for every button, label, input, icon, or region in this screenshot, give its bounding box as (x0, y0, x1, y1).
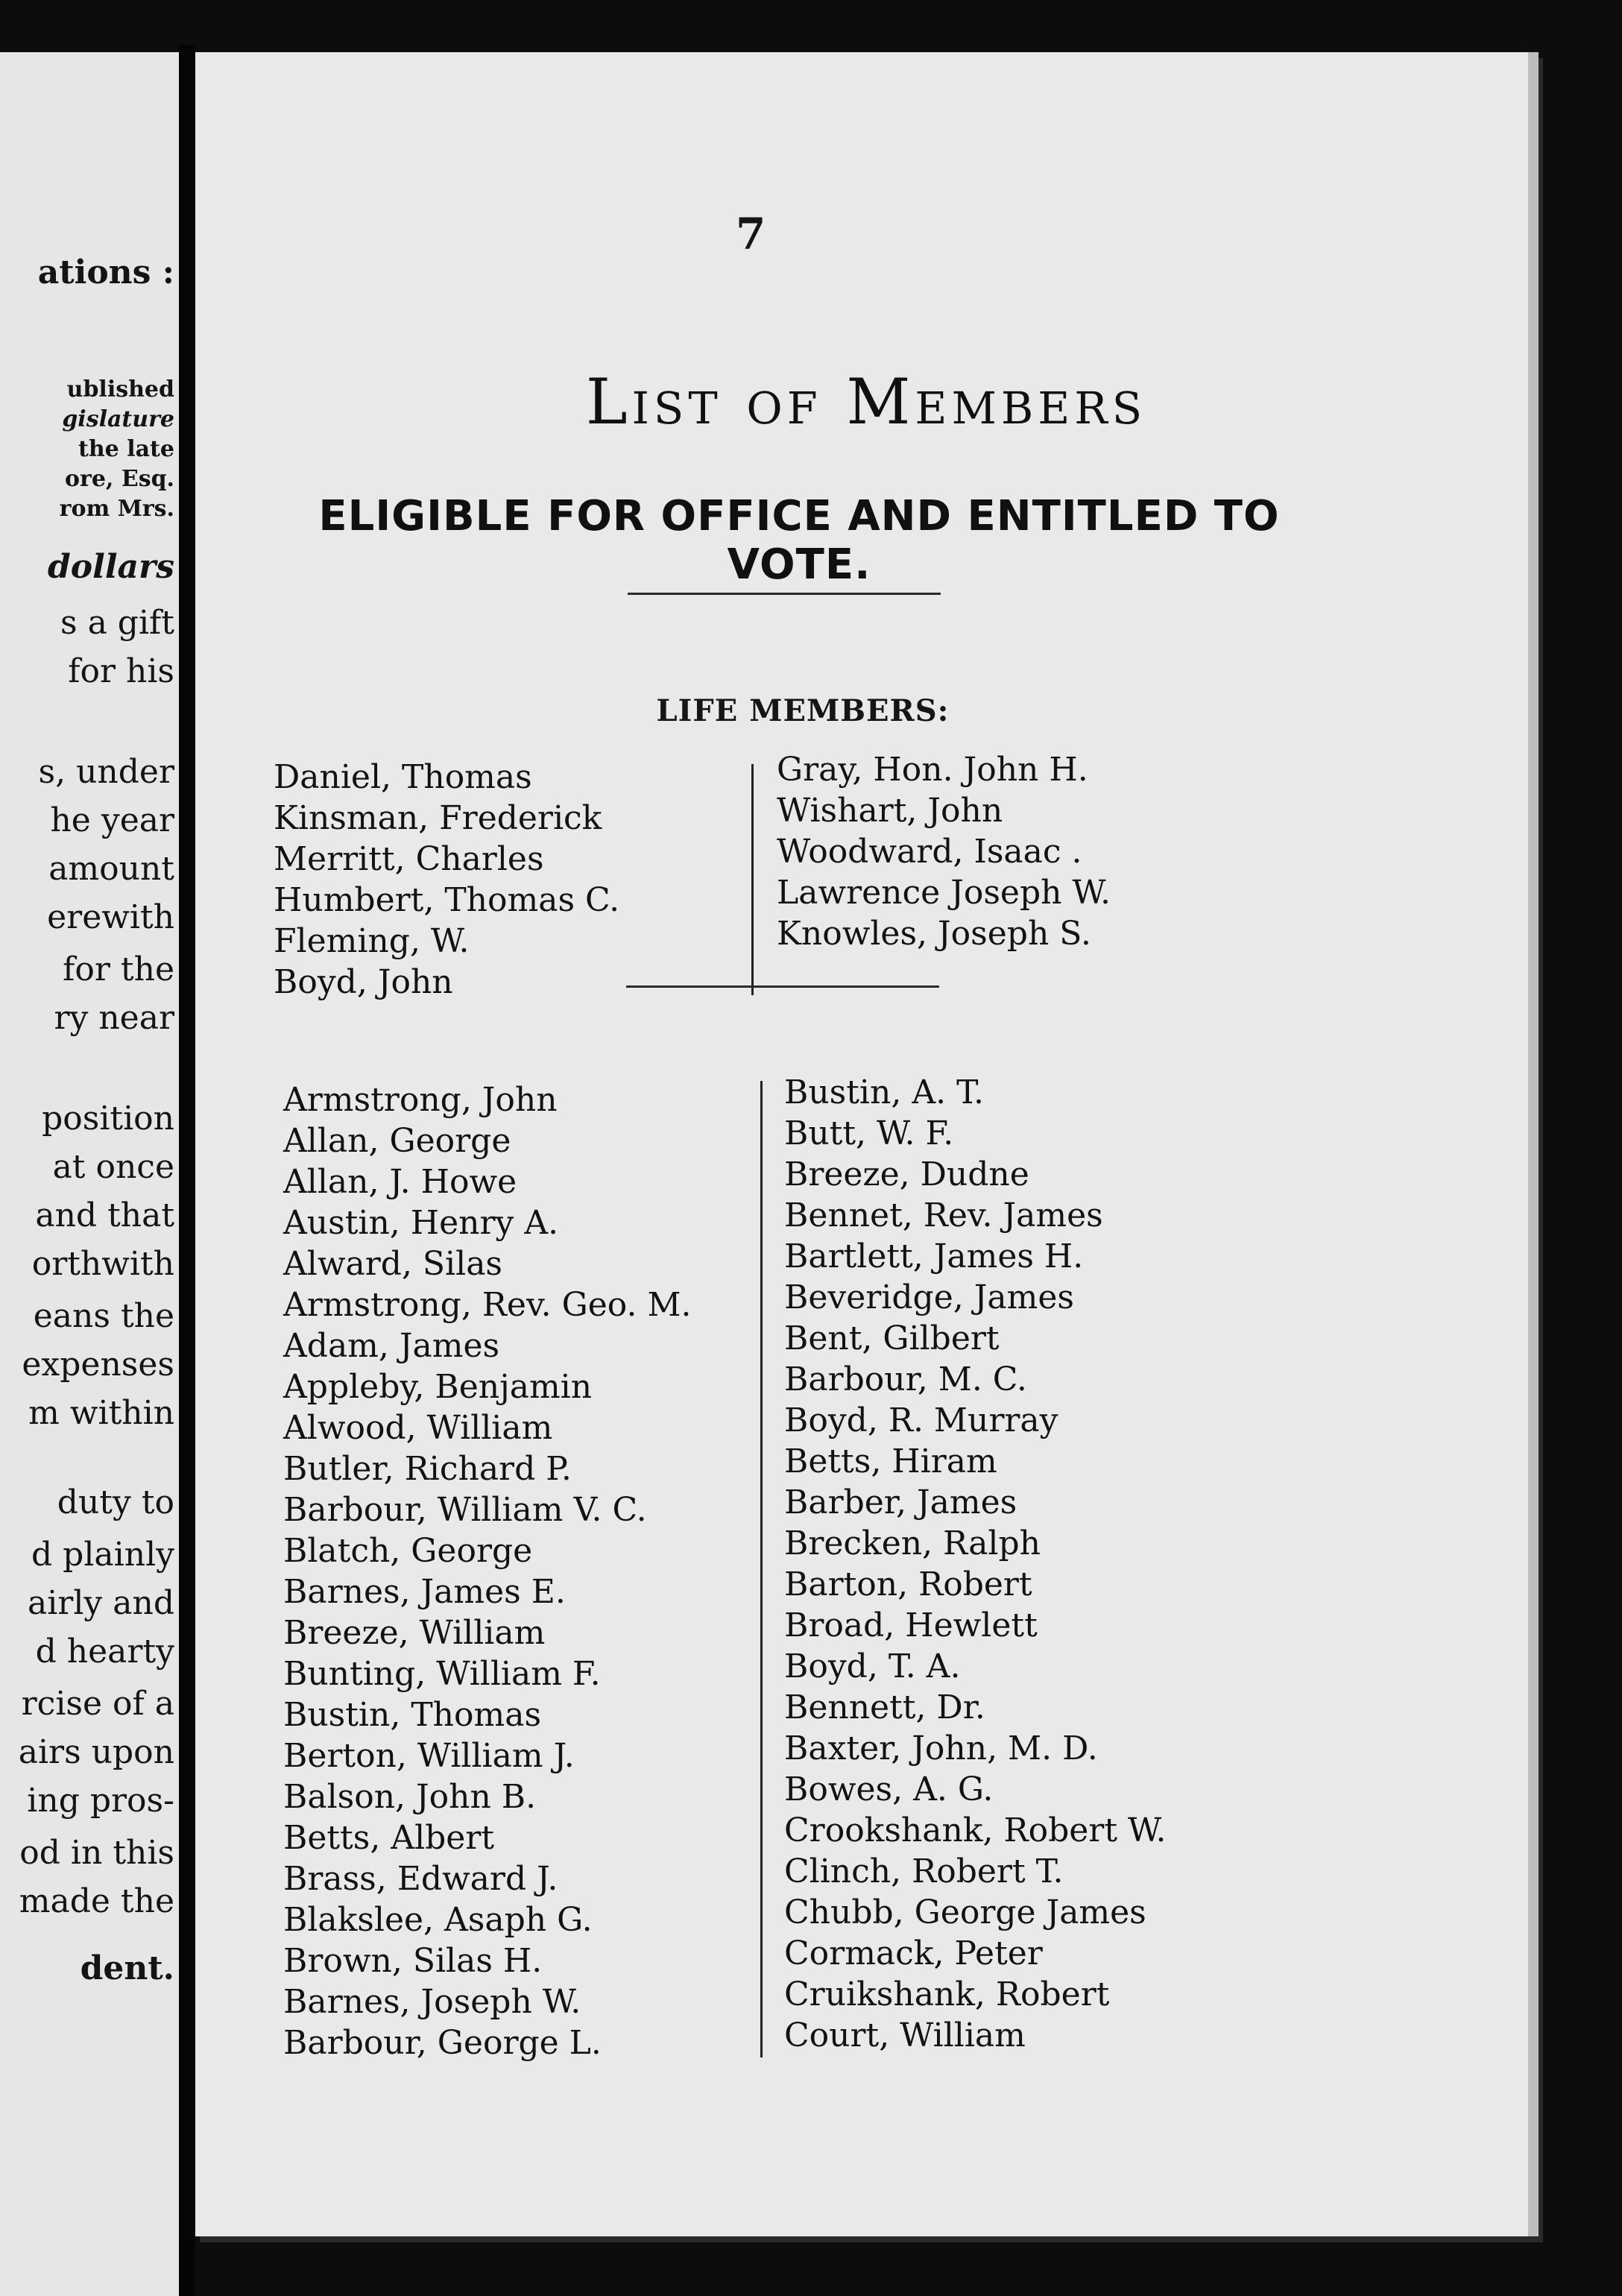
left-page-line: rcise of a (21, 1685, 174, 1723)
life-members-right-column (777, 749, 1111, 954)
member-name: Berton, William J. (283, 1737, 575, 1775)
left-page-line: dollars (47, 548, 174, 586)
left-page-line: d plainly (31, 1536, 174, 1574)
member-name: Barbour, George L. (283, 2024, 602, 2062)
left-page-line: position (42, 1100, 174, 1138)
left-page-line: ing pros- (27, 1782, 174, 1820)
life-member-name: Kinsman, Frederick (274, 799, 602, 837)
member-name: Blakslee, Asaph G. (283, 1901, 593, 1939)
left-page-line: dent. (80, 1949, 174, 1987)
life-member-name: Humbert, Thomas C. (274, 881, 620, 919)
member-name: Bustin, Thomas (283, 1696, 542, 1734)
member-name: Court, William (784, 2016, 1026, 2054)
member-name: Blatch, George (283, 1532, 533, 1570)
member-name: Cruikshank, Robert (784, 1975, 1110, 2013)
life-members-heading: LIFE MEMBERS: (656, 693, 950, 728)
member-name: Betts, Albert (283, 1819, 495, 1857)
book-page (195, 52, 1539, 2236)
member-name: Brass, Edward J. (283, 1860, 558, 1898)
life-member-name: Merritt, Charles (274, 840, 544, 878)
left-page-line: for his (68, 652, 174, 690)
member-name: Armstrong, Rev. Geo. M. (283, 1286, 692, 1324)
life-member-name: Boyd, John (274, 963, 453, 1001)
life-member-name: Woodward, Isaac . (777, 833, 1082, 871)
left-page-line: eans the (33, 1297, 174, 1335)
member-name: Breeze, William (283, 1614, 546, 1652)
page-number: 7 (736, 209, 766, 259)
left-page-line: expenses (22, 1346, 174, 1384)
life-member-name: Wishart, John (777, 792, 1003, 830)
life-member-name: Knowles, Joseph S. (777, 915, 1091, 953)
left-page-line: ations : (37, 253, 174, 291)
member-name: Butler, Richard P. (283, 1450, 572, 1488)
life-member-name: Fleming, W. (274, 922, 470, 960)
member-name: Bowes, A. G. (784, 1770, 994, 1808)
left-page-line: at once (52, 1148, 174, 1186)
divider-top (628, 593, 941, 595)
member-name: Cormack, Peter (784, 1934, 1043, 1972)
member-name: Brecken, Ralph (784, 1524, 1041, 1562)
member-name: Balson, John B. (283, 1778, 537, 1816)
members-right-column (784, 1072, 1167, 2056)
members-left-column (283, 1079, 692, 2063)
member-name: Barbour, M. C. (784, 1360, 1027, 1398)
member-name: Armstrong, John (283, 1081, 558, 1119)
member-name: Chubb, George James (784, 1893, 1146, 1931)
member-name: Beveridge, James (784, 1278, 1074, 1316)
member-name: Barton, Robert (784, 1565, 1032, 1603)
member-name: Bennett, Dr. (784, 1688, 985, 1726)
left-page-line: erewith (47, 898, 174, 936)
life-member-name: Gray, Hon. John H. (777, 751, 1088, 789)
member-name: Barnes, James E. (283, 1573, 566, 1611)
left-page-line: airs upon (18, 1733, 174, 1771)
left-page-line: ore, Esq. (65, 466, 174, 492)
life-member-name: Lawrence Joseph W. (777, 874, 1111, 912)
member-name: Butt, W. F. (784, 1114, 954, 1152)
left-page-line: rom Mrs. (59, 496, 174, 522)
left-page-line: made the (19, 1882, 174, 1920)
left-page-line: amount (48, 850, 174, 888)
member-name: Austin, Henry A. (283, 1204, 559, 1242)
members-divider (760, 1081, 763, 2057)
left-page-line: ry near (54, 999, 174, 1037)
page-subtitle: ELIGIBLE FOR OFFICE AND ENTITLED TO VOTE. (318, 492, 1280, 589)
left-facing-page (0, 52, 179, 2296)
member-name: Crookshank, Robert W. (784, 1811, 1167, 1849)
left-page-line: gislature (62, 406, 174, 432)
member-name: Adam, James (283, 1327, 500, 1365)
member-name: Broad, Hewlett (784, 1606, 1038, 1644)
divider-middle (626, 985, 939, 988)
member-name: Boyd, R. Murray (784, 1401, 1058, 1439)
member-name: Boyd, T. A. (784, 1647, 961, 1685)
member-name: Alward, Silas (283, 1245, 503, 1283)
member-name: Barbour, William V. C. (283, 1491, 647, 1529)
member-name: Baxter, John, M. D. (784, 1729, 1098, 1767)
life-member-name: Daniel, Thomas (274, 758, 532, 796)
left-page-line: orthwith (31, 1245, 174, 1283)
member-name: Breeze, Dudne (784, 1155, 1029, 1193)
member-name: Allan, George (283, 1122, 511, 1160)
member-name: Bennet, Rev. James (784, 1196, 1103, 1234)
left-page-line: he year (50, 801, 174, 839)
life-members-left-column (274, 757, 619, 1003)
member-name: Appleby, Benjamin (283, 1368, 593, 1406)
page-title: List of Members (585, 365, 1147, 438)
left-page-line: duty to (57, 1483, 174, 1521)
member-name: Barber, James (784, 1483, 1017, 1521)
left-page-line: s a gift (60, 604, 174, 642)
member-name: Barnes, Joseph W. (283, 1983, 581, 2021)
left-page-line: d hearty (35, 1633, 174, 1671)
member-name: Betts, Hiram (784, 1442, 997, 1480)
left-page-line: od in this (19, 1834, 174, 1872)
life-members-divider (751, 764, 754, 995)
member-name: Bunting, William F. (283, 1655, 601, 1693)
member-name: Alwood, William (283, 1409, 553, 1447)
member-name: Clinch, Robert T. (784, 1852, 1064, 1890)
left-page-line: the late (78, 436, 174, 462)
left-page-line: s, under (38, 753, 174, 791)
left-page-line: airly and (28, 1584, 174, 1622)
member-name: Bartlett, James H. (784, 1237, 1084, 1275)
left-page-line: m within (28, 1394, 174, 1432)
member-name: Brown, Silas H. (283, 1942, 543, 1980)
member-name: Bustin, A. T. (784, 1073, 984, 1111)
left-page-line: ublished (66, 376, 174, 403)
member-name: Allan, J. Howe (283, 1163, 517, 1201)
left-page-line: for the (63, 950, 174, 988)
member-name: Bent, Gilbert (784, 1319, 1000, 1357)
book-gutter (179, 45, 195, 2296)
left-page-line: and that (35, 1196, 174, 1234)
